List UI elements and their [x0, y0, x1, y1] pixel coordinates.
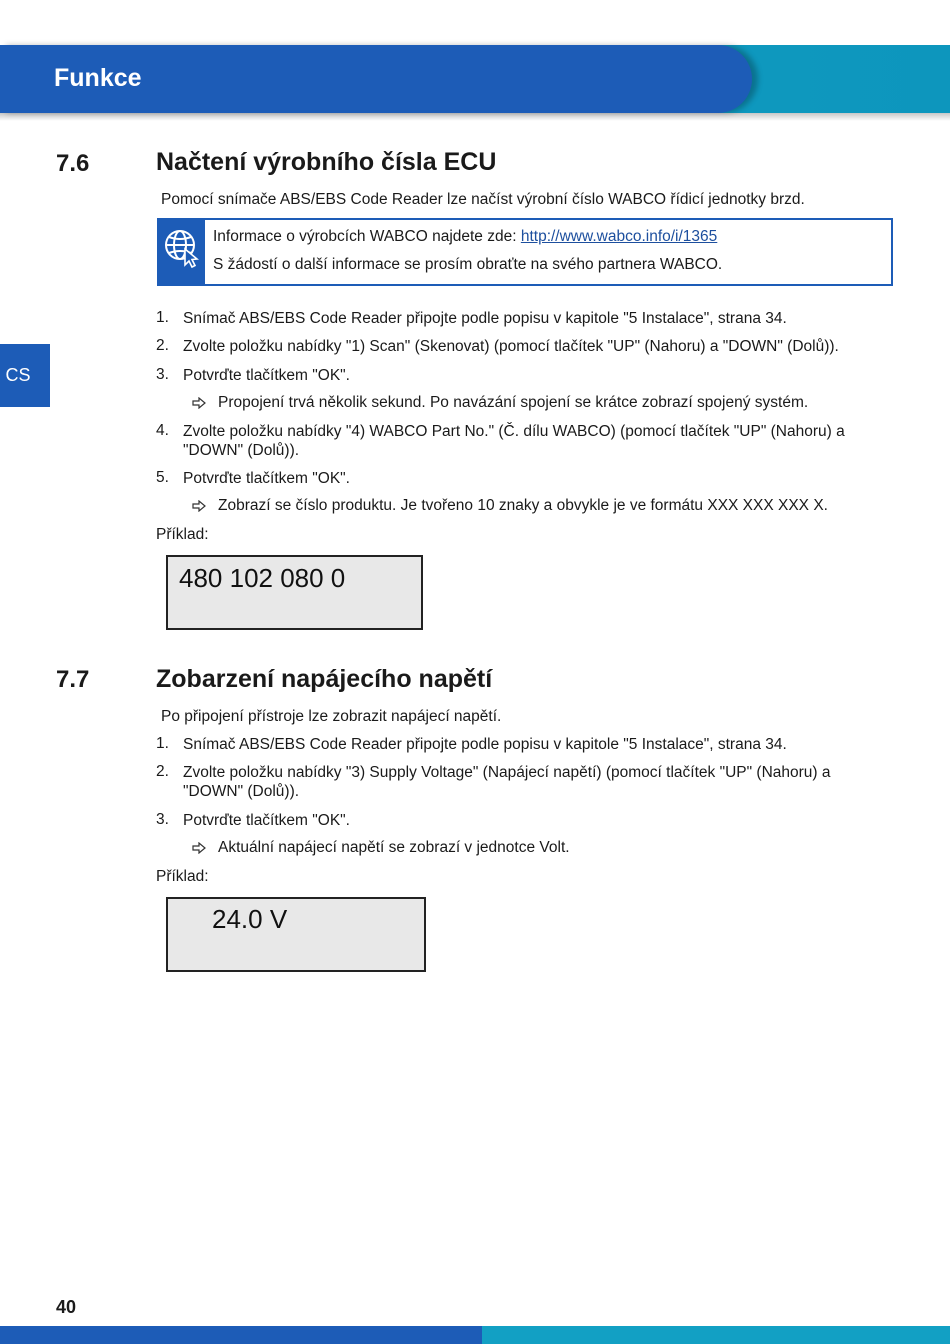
- section-intro: Po připojení přístroje lze zobrazit napájecí napětí.: [161, 708, 502, 725]
- page-number: 40: [56, 1297, 77, 1317]
- chapter-title: Funkce: [54, 64, 142, 92]
- step-text: Zvolte položku nabídky "4) WABCO Part No." (Č. dílu WABCO) (pomocí tlačítek "UP" (Nahoru) a "DOWN" (Dolů)).: [183, 423, 845, 459]
- section-title: Načtení výrobního čísla ECU: [156, 148, 497, 176]
- step-text: Potvrďte tlačítkem "OK".: [183, 367, 350, 384]
- step-result: Propojení trvá několik sekund. Po navázání spojení se krátce zobrazí spojený systém.: [218, 394, 809, 411]
- step-text: Potvrďte tlačítkem "OK".: [183, 470, 350, 487]
- lcd-value: 480 102 080 0: [179, 563, 346, 593]
- info-line-1: [213, 227, 717, 246]
- step-number: 1.: [156, 735, 169, 752]
- lcd-display: [166, 897, 426, 972]
- example-label: Příklad:: [156, 526, 209, 543]
- section-title: Zobarzení napájecího napětí: [156, 665, 493, 693]
- step-text: Snímač ABS/EBS Code Reader připojte podle popisu v kapitole "5 Instalace", strana 34.: [183, 310, 787, 327]
- step-text: Potvrďte tlačítkem "OK".: [183, 812, 350, 829]
- language-tab: CS: [0, 344, 50, 407]
- step-text: Zvolte položku nabídky "3) Supply Voltage" (Napájecí napětí) (pomocí tlačítek "UP" (Nahoru) a "DOWN" (Dolů)).: [183, 764, 831, 800]
- header-shadow: [0, 113, 950, 121]
- step-number: 3.: [156, 811, 169, 828]
- info-line-2: S žádostí o další informace se prosím obraťte na svého partnera WABCO.: [213, 256, 723, 273]
- step-result: Aktuální napájecí napětí se zobrazí v jednotce Volt.: [218, 839, 570, 856]
- result-arrow-icon: [192, 500, 206, 512]
- step-number: 4.: [156, 422, 169, 439]
- info-text: Informace o výrobcích WABCO najdete zde:: [213, 228, 521, 245]
- info-icon-cell: [159, 220, 205, 284]
- footer-bar-accent: [482, 1326, 950, 1344]
- step-number: 1.: [156, 309, 169, 326]
- info-box: [157, 218, 893, 286]
- step-number: 2.: [156, 337, 169, 354]
- step-result: Zobrazí se číslo produktu. Je tvořeno 10 znaky a obvykle je ve formátu XXX XXX XXX X.: [218, 497, 828, 514]
- step-number: 3.: [156, 366, 169, 383]
- step-number: 5.: [156, 469, 169, 486]
- step-text: Zvolte položku nabídky "1) Scan" (Skenovat) (pomocí tlačítek "UP" (Nahoru) a "DOWN" (Dolů)).: [183, 338, 839, 355]
- lcd-value: 24.0 V: [212, 904, 288, 934]
- section-intro: Pomocí snímače ABS/EBS Code Reader lze načíst výrobní číslo WABCO řídicí jednotky brzd.: [161, 191, 805, 208]
- step-text: Snímač ABS/EBS Code Reader připojte podle popisu v kapitole "5 Instalace", strana 34.: [183, 736, 787, 753]
- result-arrow-icon: [192, 397, 206, 409]
- lcd-display: [166, 555, 423, 630]
- section-number: 7.6: [56, 150, 90, 177]
- section-number: 7.7: [56, 666, 90, 693]
- result-arrow-icon: [192, 842, 206, 854]
- globe-link-icon: [163, 227, 201, 269]
- step-number: 2.: [156, 763, 169, 780]
- wabco-info-link[interactable]: http://www.wabco.info/i/1365: [520, 228, 718, 245]
- example-label: Příklad:: [156, 868, 209, 885]
- footer-bar: [0, 1326, 482, 1344]
